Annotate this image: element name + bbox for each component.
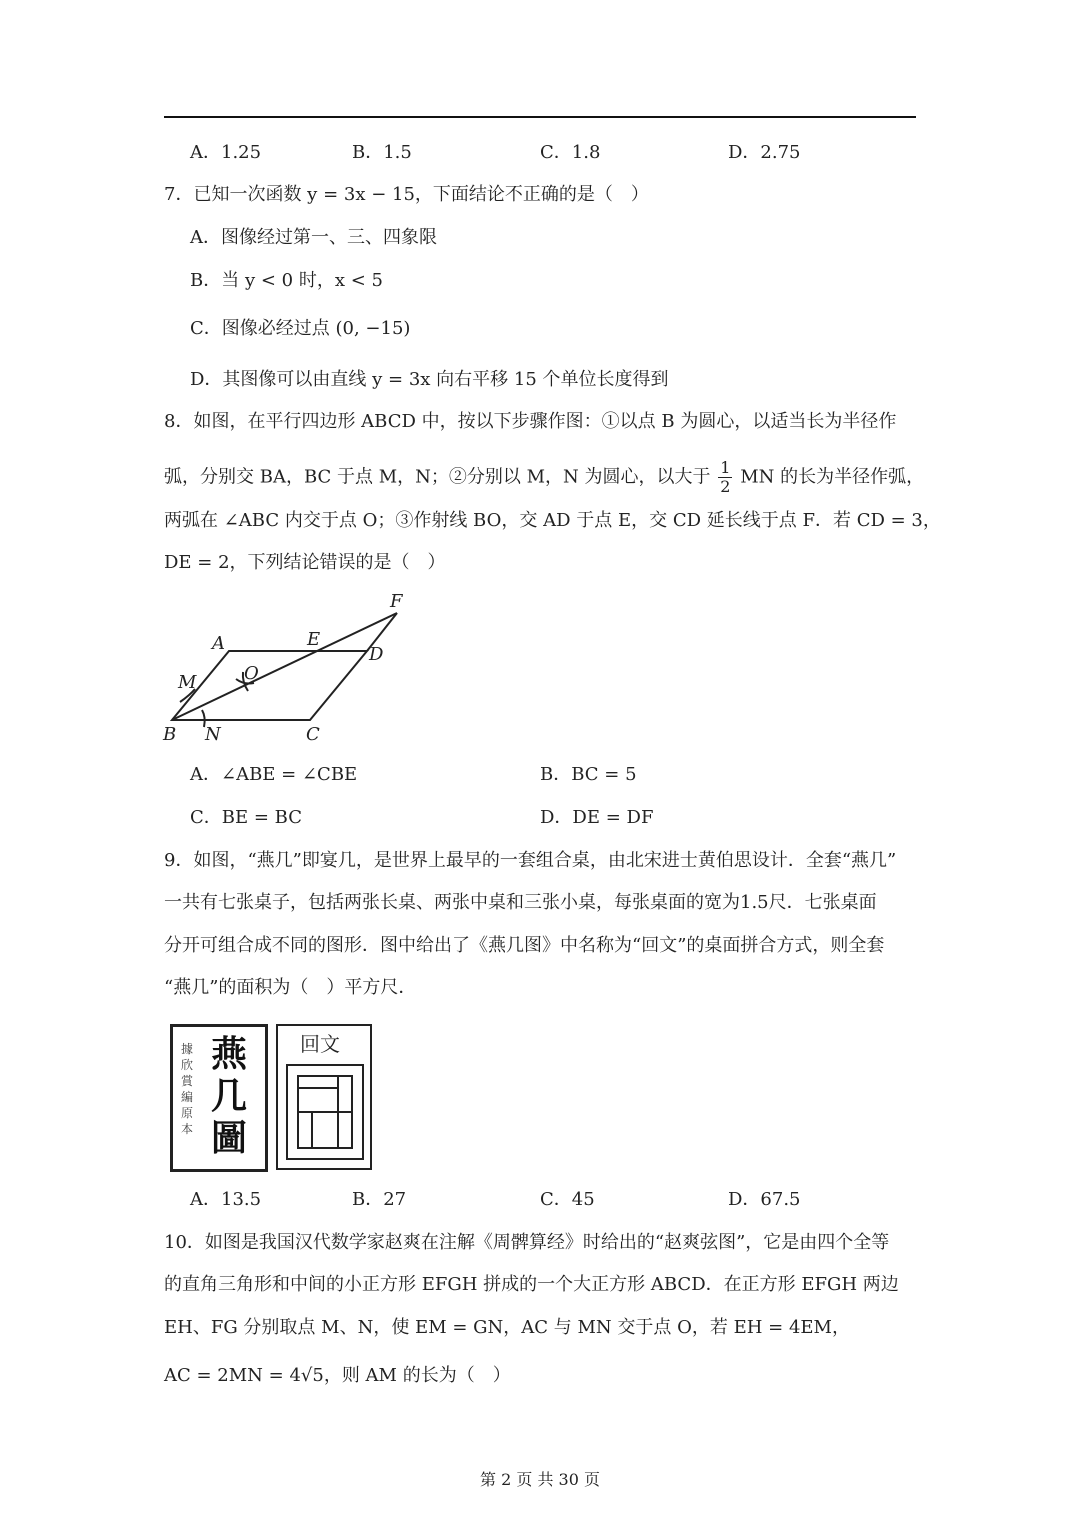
q8-line-2a: 弧，分别交 BA，BC 于点 M，N；②分别以 M，N 为圆心，以大于 bbox=[164, 466, 711, 488]
q8-line-2b: MN 的长为半径作弧， bbox=[740, 466, 925, 488]
q10-line-3: EH、FG 分别取点 M、N，使 EM = GN，AC 与 MN 交于点 O，若 EH = 4EM， bbox=[164, 1317, 850, 1338]
q8-line-4: DE = 2，下列结论错误的是（ ） bbox=[164, 552, 446, 573]
parallelogram-abcd bbox=[172, 651, 367, 720]
q10-line-4: AC = 2MN = 4√5，则 AM 的长为（ ） bbox=[164, 1365, 511, 1386]
label-o: O bbox=[244, 663, 259, 684]
label-f: F bbox=[390, 591, 403, 612]
label-n: N bbox=[205, 724, 221, 745]
q7-option-b: B．当 y < 0 时，x < 5 bbox=[190, 270, 383, 291]
label-c: C bbox=[306, 724, 320, 745]
q8-option-d: D．DE = DF bbox=[540, 807, 654, 828]
ray-bo bbox=[172, 613, 397, 720]
yanji-book-cover bbox=[170, 1024, 268, 1172]
q9-line-4: “燕几”的面积为（ ）平方尺． bbox=[164, 977, 417, 998]
q9-line-2: 一共有七张桌子，包括两张长桌、两张中桌和三张小桌，每张桌面的宽为1.5尺．七张桌面 bbox=[164, 892, 877, 913]
label-a: A bbox=[212, 633, 225, 654]
q8-option-c: C．BE = BC bbox=[190, 807, 302, 828]
q6-option-d: D．2.75 bbox=[728, 142, 801, 163]
q10-line-2: 的直角三角形和中间的小正方形 EFGH 拼成的一个大正方形 ABCD．在正方形 EFGH 两边 bbox=[164, 1274, 899, 1295]
fraction-one-half bbox=[718, 459, 732, 496]
q8-line-2 bbox=[164, 459, 924, 496]
q9-option-a: A．13.5 bbox=[190, 1189, 262, 1210]
q7-option-a: A．图像经过第一、三、四象限 bbox=[190, 227, 437, 248]
q8-option-b: B．BC = 5 bbox=[540, 764, 637, 785]
page-footer: 第 2 页 共 30 页 bbox=[480, 1470, 600, 1489]
q8-line-1: 8．如图，在平行四边形 ABCD 中，按以下步骤作图：①以点 B 为圆心，以适当长为半径作 bbox=[164, 411, 897, 432]
q9-line-3: 分开可组合成不同的图形．图中给出了《燕几图》中名称为“回文”的桌面拼合方式，则全套 bbox=[164, 935, 885, 956]
q7-stem: 7．已知一次函数 y = 3x − 15，下面结论不正确的是（ ） bbox=[164, 184, 649, 205]
label-m: M bbox=[178, 672, 197, 693]
q9-option-d: D．67.5 bbox=[728, 1189, 801, 1210]
label-d: D bbox=[369, 644, 384, 665]
q10-line-1: 10．如图是我国汉代数学家赵爽在注解《周髀算经》时给出的“赵爽弦图”，它是由四个全等 bbox=[164, 1232, 890, 1253]
q9-option-c: C．45 bbox=[540, 1189, 595, 1210]
book-title-text: 燕几圖 bbox=[211, 1033, 248, 1159]
fraction-denominator: 2 bbox=[720, 477, 731, 496]
label-e: E bbox=[307, 629, 321, 650]
huiwen-label: 回文 bbox=[300, 1032, 340, 1056]
book-side-text: 據欣賞編原本 bbox=[181, 1042, 194, 1136]
q9-line-1: 9．如图，“燕几”即宴几，是世界上最早的一套组合桌，由北宋进士黄伯思设计．全套“燕几” bbox=[164, 850, 897, 871]
q6-option-b: B．1.5 bbox=[352, 142, 412, 163]
huiwen-figure bbox=[276, 1024, 372, 1170]
q8-option-a: A．∠ABE = ∠CBE bbox=[190, 764, 358, 785]
q6-option-a: A．1.25 bbox=[190, 142, 262, 163]
q7-option-d: D．其图像可以由直线 y = 3x 向右平移 15 个单位长度得到 bbox=[190, 369, 669, 390]
header-rule bbox=[164, 116, 916, 118]
parallelogram-figure bbox=[150, 585, 430, 750]
fraction-numerator: 1 bbox=[720, 458, 731, 477]
q9-option-b: B．27 bbox=[352, 1189, 407, 1210]
q8-line-3: 两弧在 ∠ABC 内交于点 O；③作射线 BO，交 AD 于点 E，交 CD 延长线于点 F．若 CD = 3， bbox=[164, 510, 941, 531]
q7-option-c: C．图像必经过点 (0, −15) bbox=[190, 318, 411, 339]
label-b: B bbox=[163, 724, 177, 745]
huiwen-diagram bbox=[286, 1064, 364, 1160]
q6-option-c: C．1.8 bbox=[540, 142, 601, 163]
